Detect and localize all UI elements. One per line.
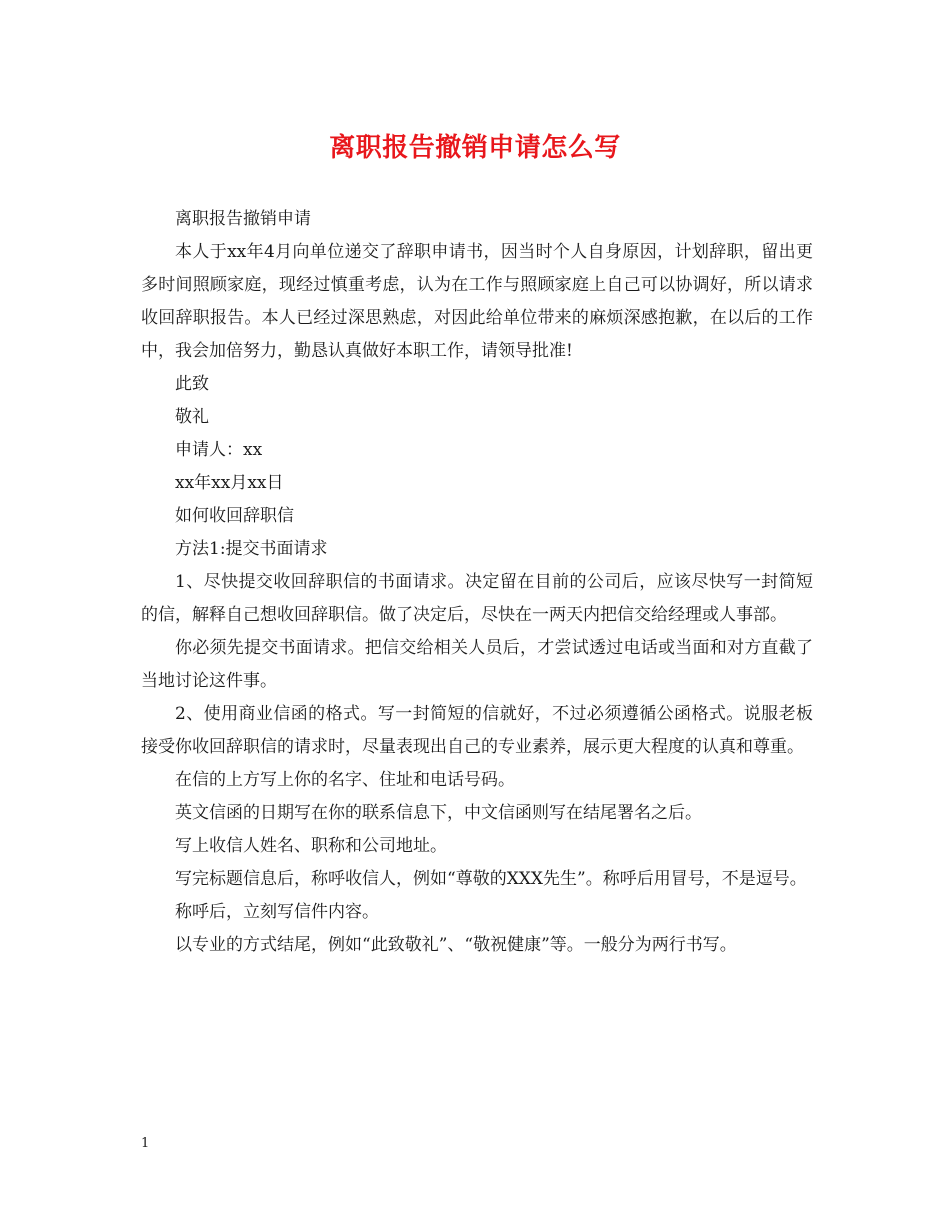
paragraph: 敬礼 — [175, 407, 209, 427]
paragraph: 本人于xx年4月向单位递交了辞职申请书，因当时个人自身原因，计划辞职，留出更多时间照顾家庭，现经过慎重考虑，认为在工作与照顾家庭上自己可以协调好，所以请求收回辞职报告。本人已经过深思熟虑，对因此给单位带来的麻烦深感抱歉，在以后的工作中，我会加倍努力，勤恳认真做好本职工作，请领导批准! — [141, 242, 813, 361]
page-number: 1 — [141, 1136, 150, 1151]
paragraph: 如何收回辞职信 — [175, 506, 294, 526]
paragraph: 此致 — [175, 374, 209, 394]
paragraph: 离职报告撤销申请 — [175, 209, 311, 229]
paragraph: 英文信函的日期写在你的联系信息下，中文信函则写在结尾署名之后。 — [175, 803, 702, 823]
paragraph: 写完标题信息后，称呼收信人，例如“尊敬的XXX先生”。称呼后用冒号，不是逗号。 — [175, 869, 807, 889]
paragraph: 称呼后，立刻写信件内容。 — [175, 902, 379, 922]
paragraph: xx年xx月xx日 — [175, 473, 284, 493]
paragraph: 2、使用商业信函的格式。写一封简短的信就好，不过必须遵循公函格式。说服老板接受你收回辞职信的请求时，尽量表现出自己的专业素养，展示更大程度的认真和尊重。 — [141, 704, 813, 757]
paragraph: 写上收信人姓名、职称和公司地址。 — [175, 836, 447, 856]
document-body — [141, 203, 813, 962]
paragraph: 申请人：xx — [175, 440, 263, 460]
document-title: 离职报告撤销申请怎么写 — [329, 133, 621, 163]
paragraph: 在信的上方写上你的名字、住址和电话号码。 — [175, 770, 515, 790]
paragraph: 你必须先提交书面请求。把信交给相关人员后，才尝试透过电话或当面和对方直截了当地讨论这件事。 — [141, 638, 813, 691]
paragraph: 1、尽快提交收回辞职信的书面请求。决定留在目前的公司后，应该尽快写一封简短的信，解释自己想收回辞职信。做了决定后，尽快在一两天内把信交给经理或人事部。 — [141, 572, 813, 625]
paragraph: 以专业的方式结尾，例如“此致敬礼”、“敬祝健康”等。一般分为两行书写。 — [175, 935, 737, 955]
paragraph: 方法1:提交书面请求 — [175, 539, 328, 559]
